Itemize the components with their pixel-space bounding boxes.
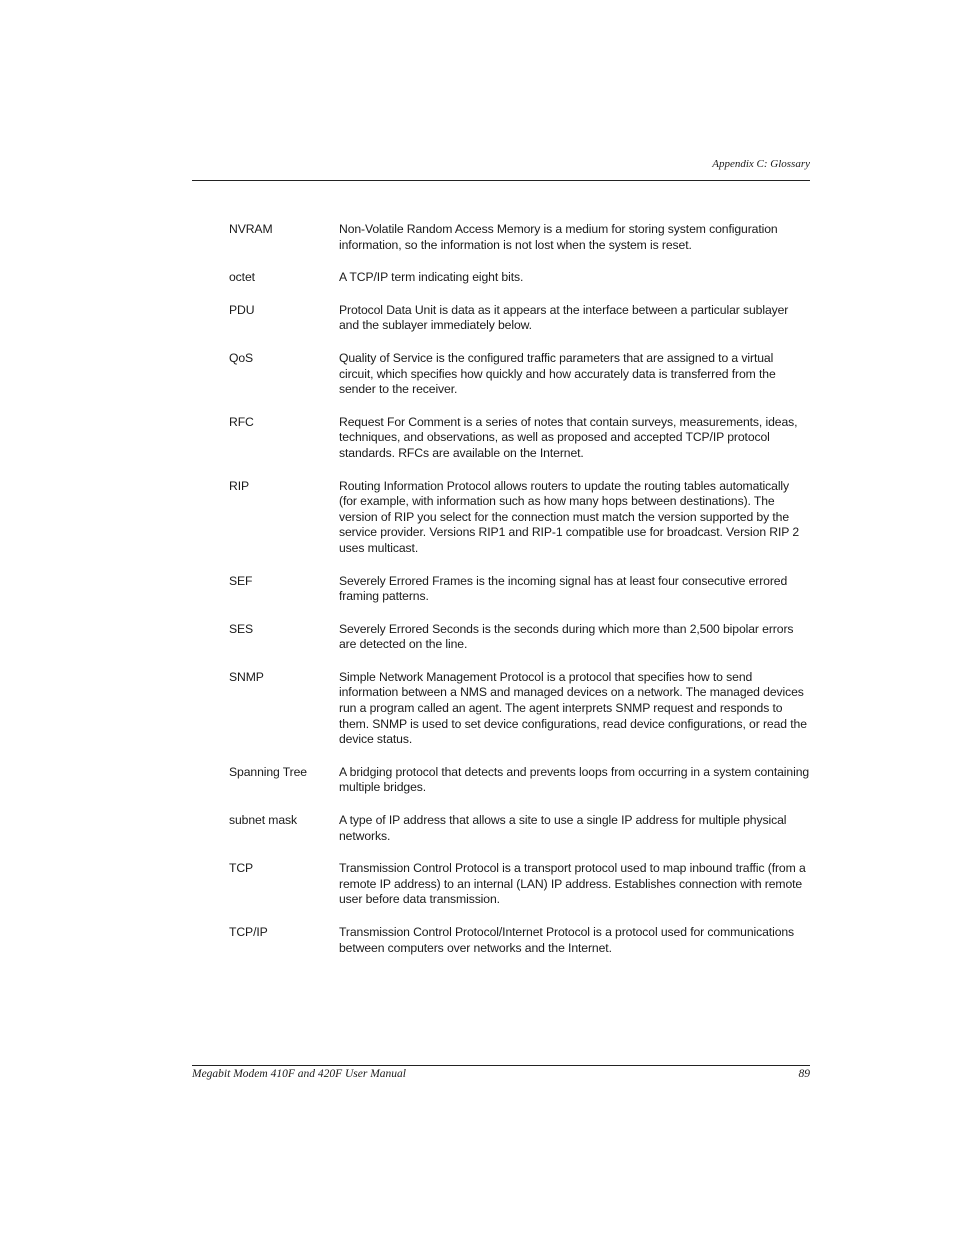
glossary-entry — [229, 925, 810, 956]
glossary-entry — [229, 479, 810, 557]
glossary-definition: Transmission Control Protocol is a transport protocol used to map inbound traffic (from a remote IP address) to an internal (LAN) IP address. Establishes connection with remote user before data transmission. — [339, 861, 806, 907]
glossary-definition: Severely Errored Seconds is the seconds during which more than 2,500 bipolar errors are detected on the line. — [339, 621, 794, 652]
glossary-definition: Quality of Service is the configured traffic parameters that are assigned to a virtual circuit, which specifies how quickly and how accurately data is transferred from the sender to the receiver. — [339, 350, 776, 397]
glossary-term: SES — [229, 621, 254, 636]
glossary-definition: Protocol Data Unit is data as it appears at the interface between a particular sublayer and the sublayer immediately below. — [339, 302, 789, 333]
glossary-entry — [229, 303, 810, 334]
glossary-definition: Severely Errored Frames is the incoming signal has at least four consecutive errored framing patterns. — [339, 573, 788, 604]
glossary-entry — [229, 861, 810, 908]
glossary-definition: Routing Information Protocol allows routers to update the routing tables automatically (for example, with information such as how many hops between destinations). The version of RIP you select for the connection must match the version supported by the service provider. Versions RIP1 and RIP-1 compatible use for broadcast. Version RIP 2 uses multicast. — [339, 478, 800, 555]
manual-title: Megabit Modem 410F and 420F User Manual — [192, 1068, 406, 1080]
glossary-entry — [229, 574, 810, 605]
glossary-definition: A bridging protocol that detects and prevents loops from occurring in a system containing multiple bridges. — [339, 764, 810, 795]
running-footer — [192, 1068, 810, 1080]
header-rule — [192, 180, 810, 181]
footer-rule — [192, 1065, 810, 1066]
glossary-term: NVRAM — [229, 222, 273, 236]
glossary-definition: A TCP/IP term indicating eight bits. — [339, 270, 524, 285]
page-number: 89 — [798, 1068, 810, 1080]
glossary-term: QoS — [229, 350, 254, 365]
glossary-entry — [229, 813, 810, 844]
glossary-list — [229, 222, 810, 973]
glossary-entry — [229, 765, 810, 796]
glossary-term: TCP — [229, 861, 254, 876]
glossary-term: RFC — [229, 414, 254, 429]
glossary-entry — [229, 351, 810, 398]
glossary-term: TCP/IP — [229, 925, 268, 939]
glossary-definition: Transmission Control Protocol/Internet Protocol is a protocol used for communications between computers over networks and the Internet. — [339, 925, 795, 955]
running-header: Appendix C: Glossary — [712, 158, 810, 170]
glossary-term: subnet mask — [229, 813, 297, 828]
glossary-definition: Simple Network Management Protocol is a protocol that specifies how to send information between a NMS and managed devices on a network. The managed devices run a program called an agent. The agent interprets SNMP request and responds to them. SNMP is used to set device configurations, read device configurations, or read the device status. — [339, 669, 807, 747]
glossary-definition: Non-Volatile Random Access Memory is a medium for storing system configuration information, so the information is not lost when the system is reset. — [339, 222, 778, 252]
glossary-term: octet — [229, 270, 255, 285]
glossary-entry — [229, 622, 810, 653]
glossary-term: RIP — [229, 478, 250, 493]
glossary-term: Spanning Tree — [229, 764, 307, 779]
glossary-entry — [229, 270, 810, 286]
glossary-term: PDU — [229, 302, 255, 317]
glossary-term: SEF — [229, 573, 253, 588]
glossary-entry — [229, 222, 810, 253]
glossary-definition: A type of IP address that allows a site to use a single IP address for multiple physical networks. — [339, 813, 787, 843]
glossary-entry — [229, 670, 810, 748]
glossary-definition: Request For Comment is a series of notes that contain surveys, measurements, ideas, techniques, and observations, as well as proposed and accepted TCP/IP protocol standards. RFCs are available on the Internet. — [339, 414, 798, 460]
glossary-entry — [229, 415, 810, 462]
glossary-term: SNMP — [229, 669, 264, 684]
